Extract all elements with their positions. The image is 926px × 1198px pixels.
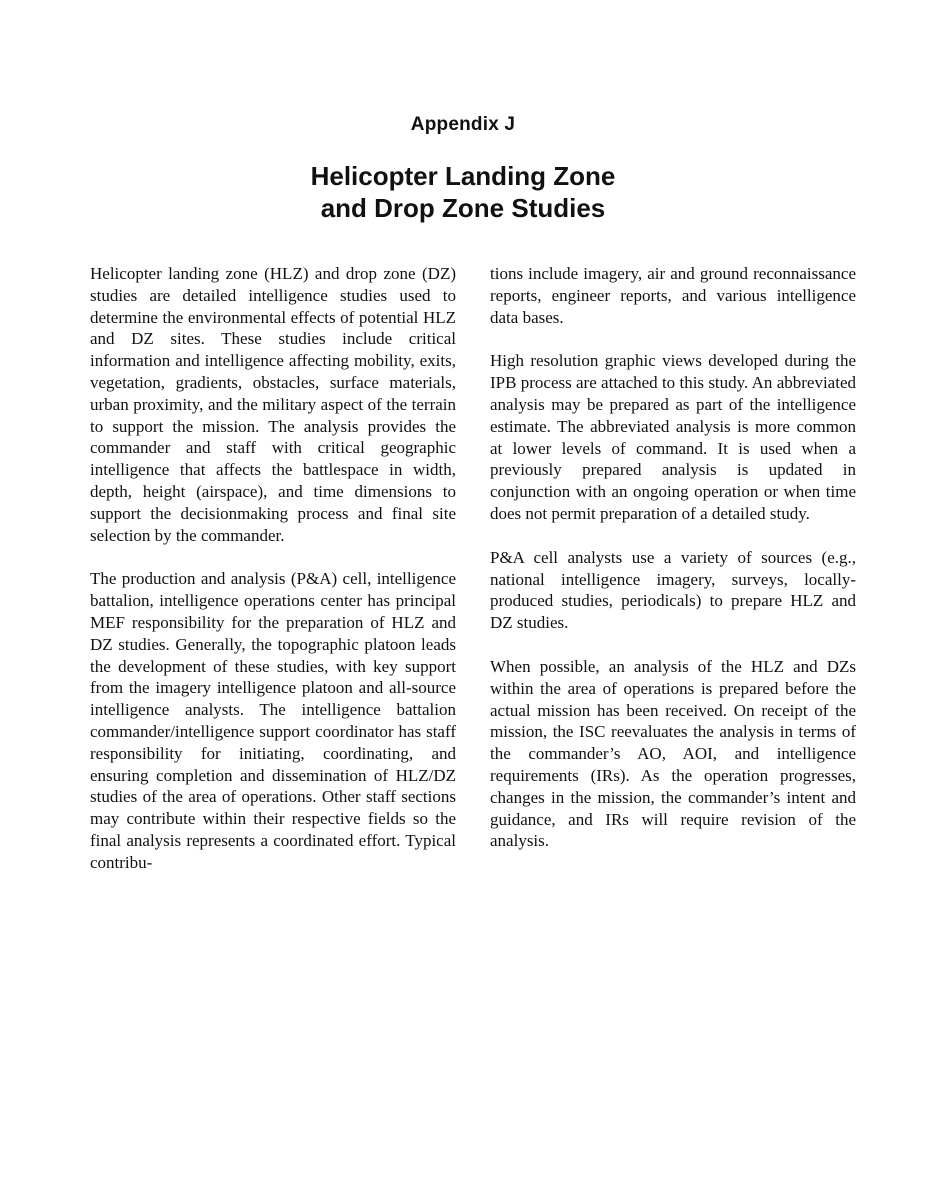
paragraph-reevaluation: When possible, an analysis of the HLZ and DZs within the area of operations is prepared before the actual mission has been received. On receipt of the mission, the ISC reevaluates the analysis in terms of the commander’s AO, AOI, and intelligence requirements (IRs). As the operation progresses, changes in the mission, the commander’s intent and guidance, and IRs will require revision of the analysis. [490,656,856,851]
paragraph-sources: P&A cell analysts use a variety of sources (e.g., national intelligence imagery, surveys, locally-produced studies, periodicals) to prepare HLZ and DZ studies. [490,547,856,633]
right-column [490,263,856,874]
paragraph-pa-cell-responsibility: The production and analysis (P&A) cell, intelligence battalion, intelligence operations center has principal MEF responsibility for the preparation of HLZ and DZ studies. Generally, the topographic platoon leads the development of these studies, with key support from the imagery intelligence platoon and all-source intelligence analysts. The intelligence battalion commander/intelligence support coordinator has staff responsibility for initiating, coordinating, and ensuring completion and dissemination of HLZ/DZ studies of the area of operations. Other staff sections may contribute within their respective fields so the final analysis represents a coordinated effort. Typical contribu- [90,569,456,872]
paragraph-graphic-views: High resolution graphic views developed during the IPB process are attached to this study. An abbreviated analysis may be prepared as part of the intelligence estimate. The abbreviated analysis is more common at lower levels of command. It is used when a previously prepared analysis is updated in conjunction with an ongoing operation or when time does not permit preparation of a detailed study. [490,351,856,523]
page-title-line-2: and Drop Zone Studies [320,193,606,223]
paragraph-hlz-dz-intro: Helicopter landing zone (HLZ) and drop zone (DZ) studies are detailed intelligence studies used to determine the environmental effects of potential HLZ and DZ sites. These studies include critical information and intelligence affecting mobility, exits, vegetation, gradients, obstacles, surface materials, urban proximity, and the military aspect of the terrain to support the mission. The analysis provides the commander and staff with critical geographic intelligence that affects the battlespace in width, depth, height (airspace), and time dimensions to support the decisionmaking process and final site selection by the commander. [90,264,456,545]
left-column [90,263,456,896]
appendix-label: Appendix J [410,114,516,135]
page-title-line-1: Helicopter Landing Zone [310,161,616,191]
page-title [0,160,926,224]
paragraph-contributions: tions include imagery, air and ground reconnaissance reports, engineer reports, and various intelligence data bases. [490,264,856,327]
